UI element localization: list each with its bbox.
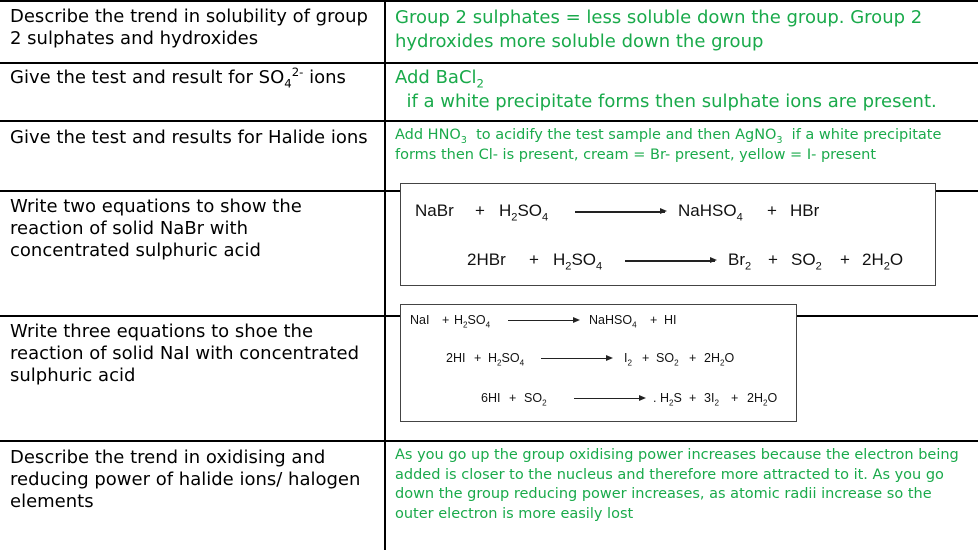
question-solubility: Describe the trend in solubility of group 2 sulphates and hydroxides [10,6,368,49]
question-halide-power: Describe the trend in oxidising and reducing power of halide ions/ halogen elements [10,447,361,512]
nai-equation-image: NaI + $H_2SO_4$ NaHSO$_4$ + HI 2HI + $H_2SO_4$ $I_2$ + $SO_2$ + $2H_2O$ 6HI + $SO_2$ . $H_2S$ + $3I_2$ + $2H_2O$ [400,304,797,422]
nabr-equation-image: NaBr + $H_2SO_4$ NaHSO$_4$ + HBr 2HBr + $H_2SO_4$ $Br_2$ + $SO_2$ + $2H_2O$ [400,183,936,286]
question-sulphate-test: Give the test and result for $SO_4^{2-}$ ions [10,65,346,91]
question-nabr-equations: Write two equations to show the reaction of solid NaBr with concentrated sulphuric acid [10,196,302,261]
answer-halide-test: Add $HNO_3$ to acidify the test sample and then AgNO$_3$ if a white precipitate forms then Cl- is present, cream = Br- present, yellow = I- present [395,127,947,163]
row-divider-1 [0,62,978,64]
row-divider-5 [0,440,978,442]
question-halide-test: Give the test and results for Halide ions [10,127,368,148]
answer-solubility: Group 2 sulphates = less soluble down the group. Group 2 hydroxides more soluble down the group [395,7,923,52]
question-nai-equations: Write three equations to shoe the reaction of solid NaI with concentrated sulphuric acid [10,321,359,386]
answer-sulphate-test: Add BaCl$_2$ if a white precipitate forms then sulphate ions are present. [395,67,937,112]
column-divider [384,0,386,550]
row-divider-2 [0,120,978,122]
answer-halide-power: As you go up the group oxidising power increases because the electron being added is closer to the nucleus and therefore more attracted to it. As you go down the group reducing power increases, as atomic radii increase so the outer electron is more easily lost [395,447,959,522]
table-border-top [0,0,978,2]
